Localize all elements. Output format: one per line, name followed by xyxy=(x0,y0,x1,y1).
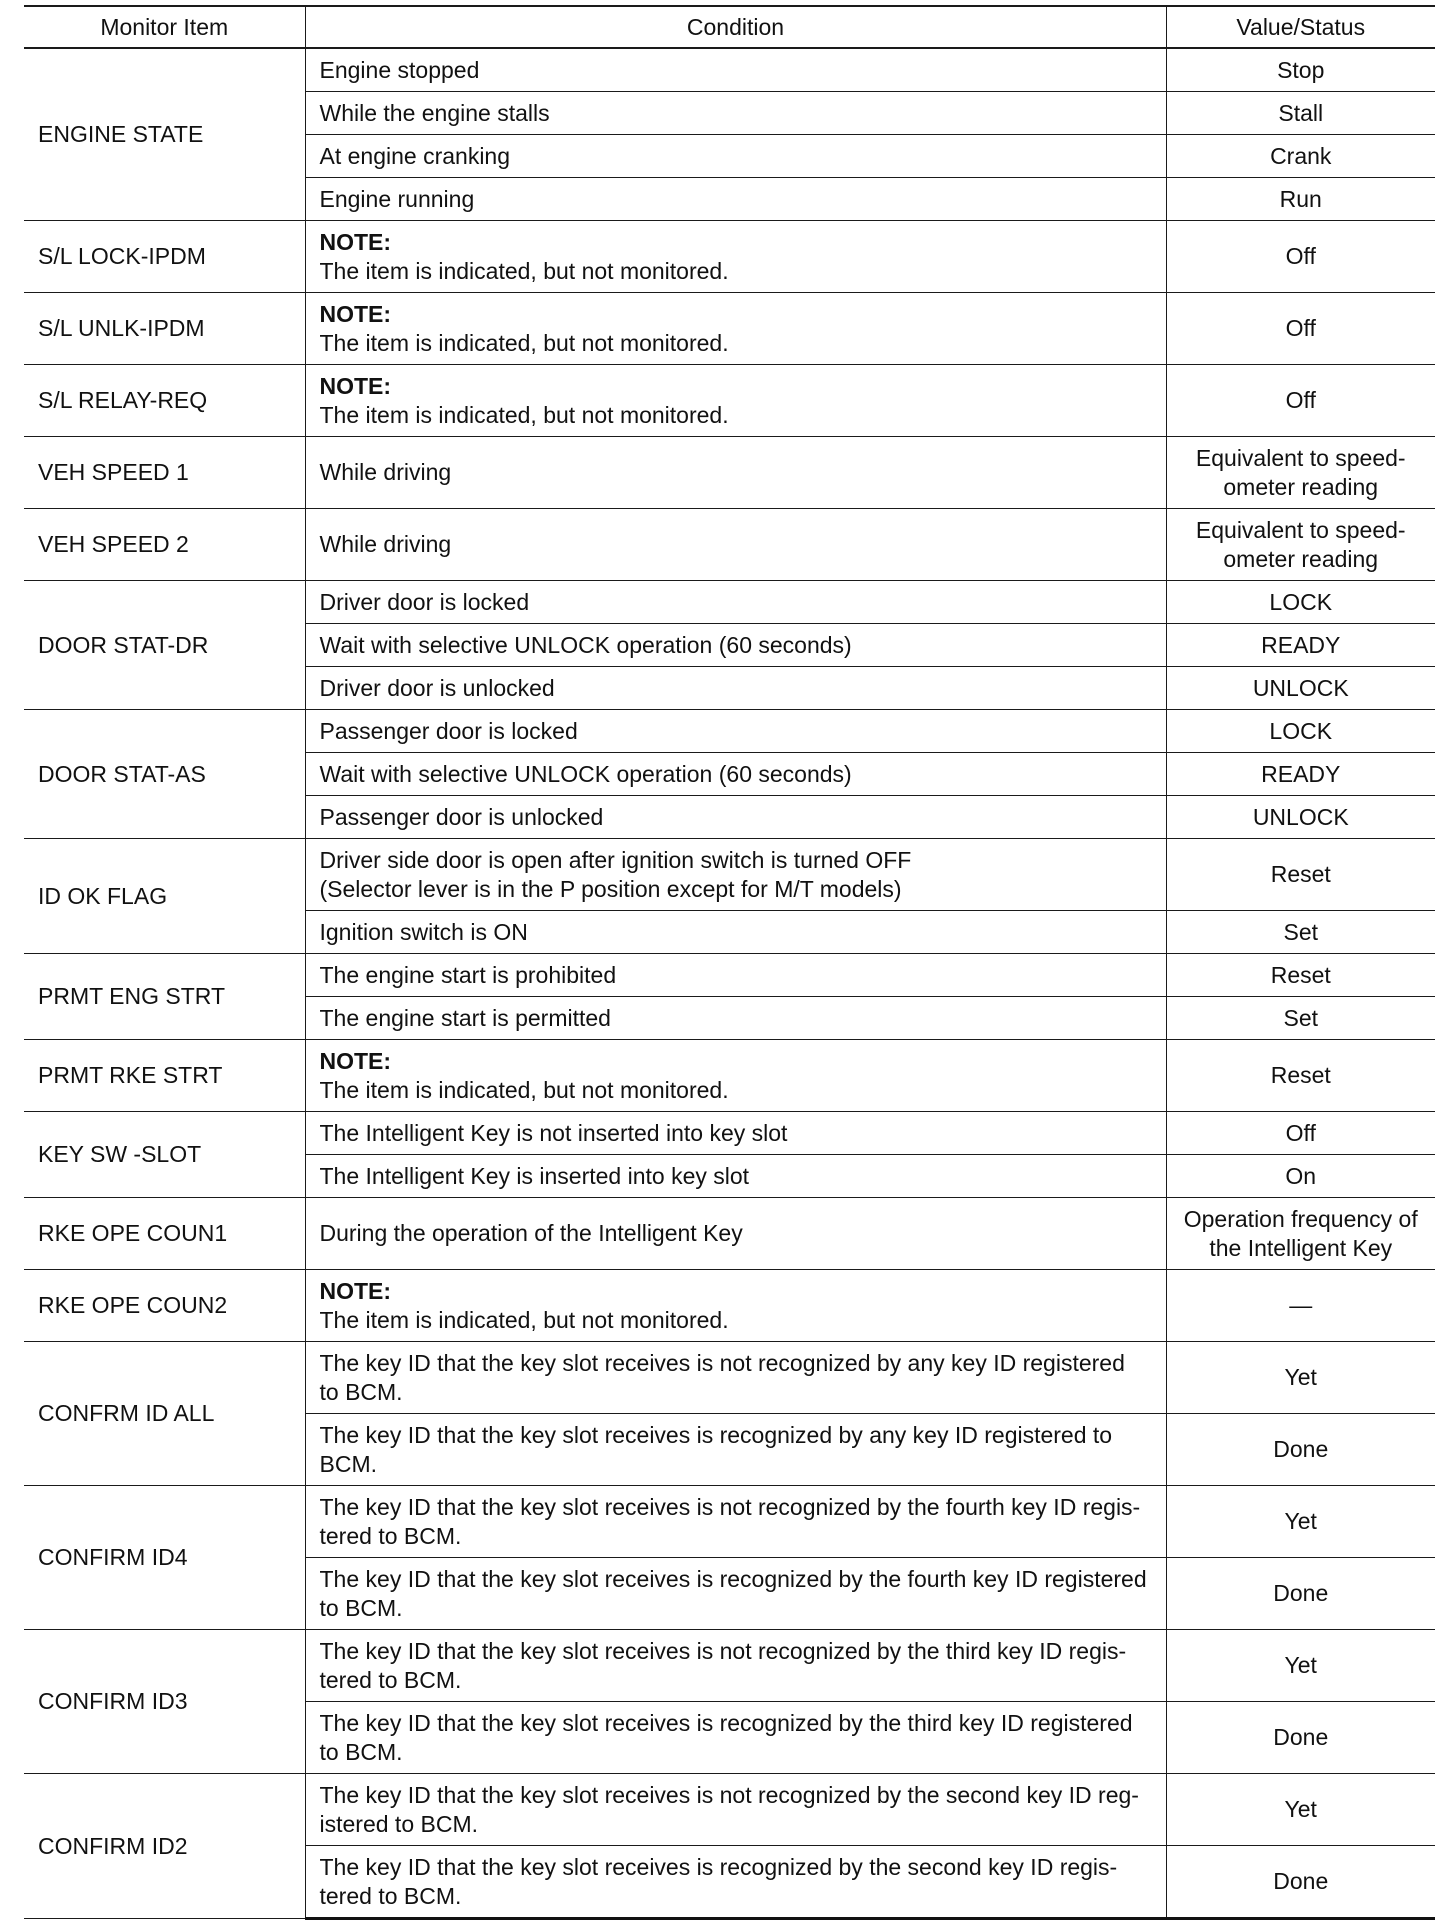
table-row xyxy=(24,509,1435,581)
value-text: Reset xyxy=(1270,861,1331,887)
value-status-cell xyxy=(1166,710,1435,753)
value-status-cell xyxy=(1166,1270,1435,1342)
condition-cell xyxy=(305,753,1166,796)
condition-text: Passenger door is locked xyxy=(319,717,578,744)
table-row xyxy=(24,710,1435,753)
condition-text: The key ID that the key slot receives is recognized by any key ID registered to xyxy=(319,1421,1113,1448)
value-text: Operation frequency of xyxy=(1183,1205,1418,1232)
condition-cell xyxy=(305,796,1166,839)
value-text: Reset xyxy=(1270,961,1331,988)
condition-text: tered to BCM. xyxy=(319,1882,462,1909)
value-status-cell xyxy=(1166,48,1435,92)
value-status-cell xyxy=(1166,509,1435,581)
monitor-item-cell: CONFIRM ID3 xyxy=(24,1630,305,1774)
table-row xyxy=(24,839,1435,911)
condition-text: Wait with selective UNLOCK operation (60 seconds) xyxy=(319,760,852,787)
condition-text: Passenger door is unlocked xyxy=(319,803,604,830)
table-row xyxy=(24,437,1435,509)
value-text: Done xyxy=(1273,1724,1329,1750)
value-status-cell xyxy=(1166,1414,1435,1486)
header-value-status: Value/Status xyxy=(1166,6,1435,48)
value-text: Off xyxy=(1285,1119,1316,1146)
monitor-item-cell: VEH SPEED 2 xyxy=(24,509,305,581)
condition-cell xyxy=(305,1630,1166,1702)
value-text: Done xyxy=(1273,1580,1329,1606)
condition-text: to BCM. xyxy=(319,1594,403,1621)
monitor-item-cell: KEY SW -SLOT xyxy=(24,1112,305,1198)
condition-text: Driver door is locked xyxy=(319,588,530,615)
note-title: NOTE: xyxy=(319,228,392,255)
note-title: NOTE: xyxy=(319,1047,392,1074)
value-status-cell xyxy=(1166,911,1435,954)
monitor-item-cell: ID OK FLAG xyxy=(24,839,305,954)
value-status-cell xyxy=(1166,1040,1435,1112)
condition-cell xyxy=(305,839,1166,911)
value-text: On xyxy=(1285,1162,1317,1189)
condition-cell xyxy=(305,1486,1166,1558)
table-row xyxy=(24,1630,1435,1702)
table-row xyxy=(24,1112,1435,1155)
value-text: UNLOCK xyxy=(1252,674,1349,701)
value-text: Run xyxy=(1279,185,1322,212)
value-status-cell xyxy=(1166,92,1435,135)
table-body xyxy=(24,48,1435,1919)
value-text: Stop xyxy=(1277,56,1325,83)
note-condition-cell xyxy=(305,1270,1166,1342)
value-status-cell xyxy=(1166,954,1435,997)
value-status-cell xyxy=(1166,624,1435,667)
condition-cell xyxy=(305,48,1166,92)
value-status-cell xyxy=(1166,293,1435,365)
monitor-item-cell: PRMT ENG STRT xyxy=(24,954,305,1040)
condition-cell xyxy=(305,1702,1166,1774)
value-text: Yet xyxy=(1284,1796,1317,1822)
note-title: NOTE: xyxy=(319,372,392,399)
condition-cell xyxy=(305,509,1166,581)
value-status-cell xyxy=(1166,135,1435,178)
value-status-cell xyxy=(1166,667,1435,710)
condition-cell xyxy=(305,997,1166,1040)
value-status-cell xyxy=(1166,1342,1435,1414)
value-text: Equivalent to speed- xyxy=(1195,444,1406,471)
value-text: Done xyxy=(1273,1868,1329,1894)
monitor-item-cell: RKE OPE COUN2 xyxy=(24,1270,305,1342)
note-title: NOTE: xyxy=(319,300,392,327)
value-text: Yet xyxy=(1284,1508,1317,1534)
value-status-cell xyxy=(1166,1702,1435,1774)
value-status-cell xyxy=(1166,178,1435,221)
condition-text: While the engine stalls xyxy=(319,99,550,126)
condition-text: During the operation of the Intelligent Key xyxy=(319,1220,743,1246)
condition-text: The engine start is prohibited xyxy=(319,961,617,988)
condition-cell xyxy=(305,1155,1166,1198)
table-row xyxy=(24,1270,1435,1342)
value-text: READY xyxy=(1261,631,1341,658)
condition-cell xyxy=(305,1342,1166,1414)
value-status-cell xyxy=(1166,839,1435,911)
condition-text: to BCM. xyxy=(319,1378,403,1405)
header-monitor-item: Monitor Item xyxy=(24,6,305,48)
condition-text: The key ID that the key slot receives is not recognized by any key ID registered xyxy=(319,1349,1125,1376)
value-status-cell xyxy=(1166,1112,1435,1155)
value-status-cell xyxy=(1166,437,1435,509)
value-status-cell xyxy=(1166,1486,1435,1558)
header-row xyxy=(24,6,1435,48)
note-body: The item is indicated, but not monitored. xyxy=(319,257,729,284)
note-condition-cell xyxy=(305,1040,1166,1112)
table-row xyxy=(24,1198,1435,1270)
condition-text: (Selector lever is in the P position except for M/T models) xyxy=(319,875,902,902)
condition-cell xyxy=(305,1558,1166,1630)
condition-cell xyxy=(305,667,1166,710)
condition-cell xyxy=(305,1198,1166,1270)
condition-text: The key ID that the key slot receives is not recognized by the fourth key ID regis- xyxy=(319,1493,1141,1520)
value-text: the Intelligent Key xyxy=(1209,1234,1393,1261)
condition-text: The engine start is permitted xyxy=(319,1004,611,1031)
table-row xyxy=(24,1486,1435,1558)
value-status-cell xyxy=(1166,1558,1435,1630)
note-body: The item is indicated, but not monitored. xyxy=(319,1076,729,1103)
header-condition: Condition xyxy=(305,6,1166,48)
condition-text: The key ID that the key slot receives is not recognized by the second key ID reg- xyxy=(319,1781,1139,1808)
condition-cell xyxy=(305,1112,1166,1155)
table-row xyxy=(24,1342,1435,1414)
condition-text: The key ID that the key slot receives is not recognized by the third key ID regis- xyxy=(319,1637,1127,1664)
table-row xyxy=(24,581,1435,624)
condition-cell xyxy=(305,135,1166,178)
condition-text: Engine running xyxy=(319,185,475,212)
condition-text: While driving xyxy=(319,531,452,557)
condition-text: Ignition switch is ON xyxy=(319,918,528,945)
monitor-item-cell: CONFRM ID ALL xyxy=(24,1342,305,1486)
condition-cell xyxy=(305,1414,1166,1486)
table-row xyxy=(24,1040,1435,1112)
value-text: ometer reading xyxy=(1223,473,1379,500)
value-text: Equivalent to speed- xyxy=(1195,516,1406,543)
condition-cell xyxy=(305,437,1166,509)
monitor-item-cell: DOOR STAT-AS xyxy=(24,710,305,839)
condition-cell xyxy=(305,1846,1166,1919)
condition-cell xyxy=(305,911,1166,954)
condition-cell xyxy=(305,92,1166,135)
note-body: The item is indicated, but not monitored. xyxy=(319,1306,729,1333)
condition-text: While driving xyxy=(319,459,452,485)
monitor-item-cell: S/L UNLK-IPDM xyxy=(24,293,305,365)
value-text: Yet xyxy=(1284,1652,1317,1678)
table-row xyxy=(24,48,1435,92)
monitor-item-cell: ENGINE STATE xyxy=(24,48,305,221)
monitor-item-cell: DOOR STAT-DR xyxy=(24,581,305,710)
table-header xyxy=(24,6,1435,48)
value-text: UNLOCK xyxy=(1252,803,1349,830)
value-text: Stall xyxy=(1278,99,1324,126)
note-condition-cell xyxy=(305,293,1166,365)
value-text: Set xyxy=(1283,1004,1319,1031)
value-text: Off xyxy=(1285,315,1316,341)
condition-text: The key ID that the key slot receives is recognized by the third key ID registered xyxy=(319,1709,1133,1736)
table-row xyxy=(24,365,1435,437)
condition-cell xyxy=(305,954,1166,997)
value-status-cell xyxy=(1166,753,1435,796)
value-text: Reset xyxy=(1270,1062,1331,1088)
table-row xyxy=(24,954,1435,997)
note-title: NOTE: xyxy=(319,1277,392,1304)
condition-text: At engine cranking xyxy=(319,142,511,169)
value-status-cell xyxy=(1166,997,1435,1040)
table-row xyxy=(24,1774,1435,1846)
monitor-item-cell: CONFIRM ID2 xyxy=(24,1774,305,1919)
value-status-cell xyxy=(1166,581,1435,624)
condition-text: Wait with selective UNLOCK operation (60 seconds) xyxy=(319,631,852,658)
monitor-item-table xyxy=(24,5,1435,1920)
value-text: — xyxy=(1289,1292,1313,1318)
value-text: Off xyxy=(1285,387,1316,413)
condition-text: The key ID that the key slot receives is recognized by the fourth key ID registered xyxy=(319,1565,1147,1592)
note-body: The item is indicated, but not monitored. xyxy=(319,329,729,356)
value-text: Set xyxy=(1283,918,1319,945)
monitor-item-cell: VEH SPEED 1 xyxy=(24,437,305,509)
condition-text: istered to BCM. xyxy=(319,1810,478,1837)
monitor-item-cell: S/L LOCK-IPDM xyxy=(24,221,305,293)
value-status-cell xyxy=(1166,1198,1435,1270)
value-status-cell xyxy=(1166,1155,1435,1198)
condition-cell xyxy=(305,1774,1166,1846)
condition-cell xyxy=(305,710,1166,753)
value-text: LOCK xyxy=(1269,717,1333,744)
condition-text: Driver side door is open after ignition switch is turned OFF xyxy=(319,846,912,873)
condition-text: The Intelligent Key is inserted into key slot xyxy=(319,1162,750,1189)
value-status-cell xyxy=(1166,1774,1435,1846)
value-text: LOCK xyxy=(1269,588,1333,615)
condition-text: Driver door is unlocked xyxy=(319,674,555,701)
value-status-cell xyxy=(1166,365,1435,437)
condition-text: The key ID that the key slot receives is recognized by the second key ID regis- xyxy=(319,1853,1118,1880)
condition-text: to BCM. xyxy=(319,1738,403,1765)
condition-text: tered to BCM. xyxy=(319,1522,462,1549)
condition-cell xyxy=(305,178,1166,221)
monitor-item-cell: PRMT RKE STRT xyxy=(24,1040,305,1112)
value-text: Crank xyxy=(1270,142,1332,169)
note-condition-cell xyxy=(305,365,1166,437)
value-text: Done xyxy=(1273,1436,1329,1462)
value-status-cell xyxy=(1166,1630,1435,1702)
note-condition-cell xyxy=(305,221,1166,293)
value-status-cell xyxy=(1166,796,1435,839)
note-body: The item is indicated, but not monitored. xyxy=(319,401,729,428)
condition-text: tered to BCM. xyxy=(319,1666,462,1693)
value-status-cell xyxy=(1166,221,1435,293)
condition-cell xyxy=(305,581,1166,624)
monitor-item-cell: S/L RELAY-REQ xyxy=(24,365,305,437)
monitor-item-cell: RKE OPE COUN1 xyxy=(24,1198,305,1270)
condition-cell xyxy=(305,624,1166,667)
value-text: Off xyxy=(1285,243,1316,269)
value-text: READY xyxy=(1261,760,1341,787)
value-text: ometer reading xyxy=(1223,545,1379,572)
table-row xyxy=(24,221,1435,293)
condition-text: BCM. xyxy=(319,1450,377,1477)
table-row xyxy=(24,293,1435,365)
condition-text: Engine stopped xyxy=(319,56,480,83)
value-status-cell xyxy=(1166,1846,1435,1919)
condition-text: The Intelligent Key is not inserted into key slot xyxy=(319,1119,788,1146)
monitor-item-cell: CONFIRM ID4 xyxy=(24,1486,305,1630)
value-text: Yet xyxy=(1284,1364,1317,1390)
